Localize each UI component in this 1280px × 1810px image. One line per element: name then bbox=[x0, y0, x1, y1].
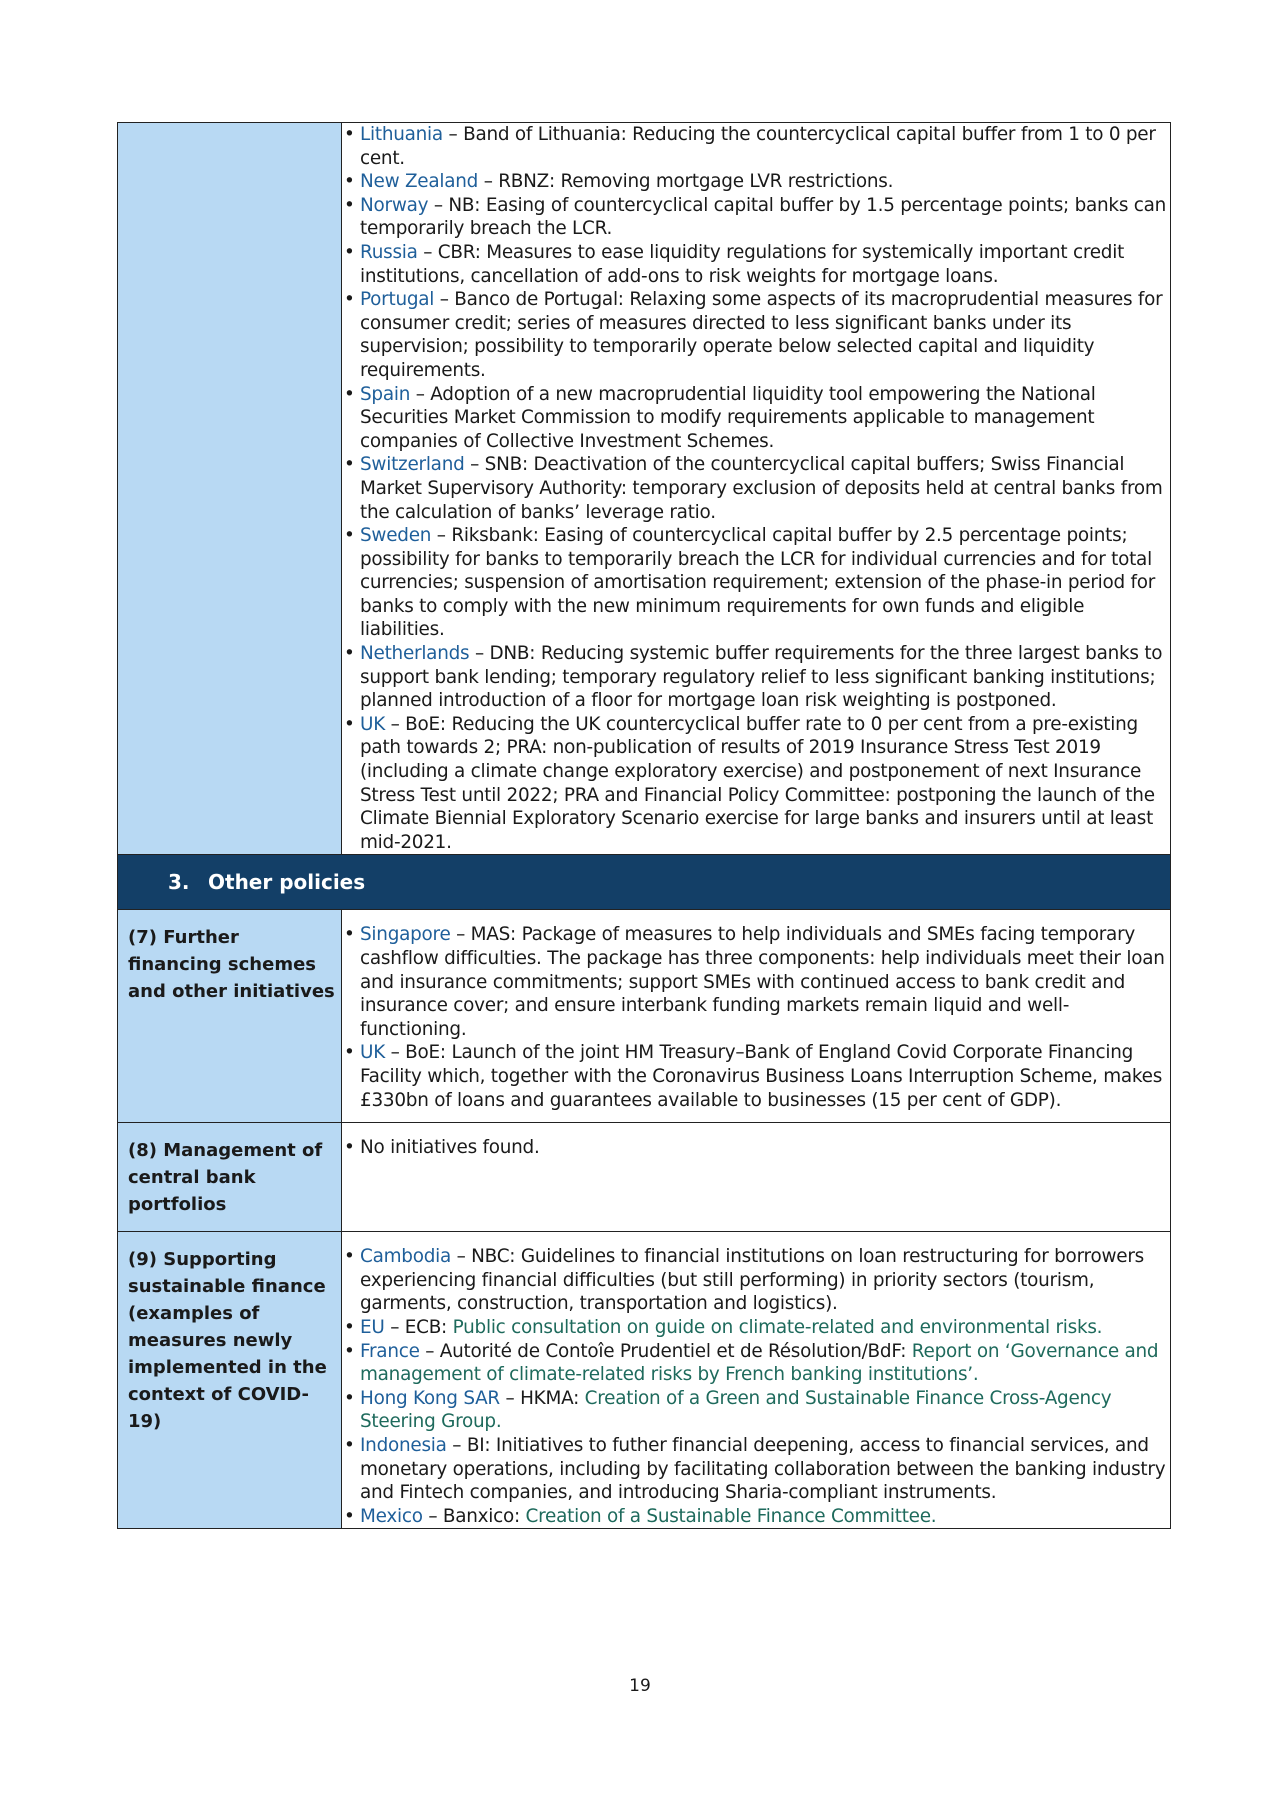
country-link[interactable]: UK bbox=[360, 713, 386, 735]
list-item bbox=[342, 288, 1170, 382]
label-cell-row7 bbox=[118, 910, 342, 1123]
policy-table bbox=[117, 122, 1171, 1529]
table-row bbox=[118, 123, 1171, 855]
country-link[interactable]: Netherlands bbox=[360, 643, 470, 665]
list-item bbox=[342, 1387, 1170, 1434]
content-cell-row9 bbox=[342, 1232, 1171, 1529]
bullet-list bbox=[342, 123, 1170, 854]
document-link[interactable]: Public consultation on guide on climate-related and environmental risks. bbox=[452, 1316, 1103, 1338]
item-text: – CBR: Measures to ease liquidity regulations for systemically important credit institutions, cancellation of add-ons to risk weights for mortgage loans. bbox=[360, 241, 1125, 287]
item-text: – ECB: bbox=[384, 1316, 453, 1338]
item-text: – Adoption of a new macroprudential liquidity tool empowering the National Securities Market Commission to modify requirements applicable to management companies of Collective Investment Schemes. bbox=[360, 383, 1096, 452]
country-link[interactable]: EU bbox=[360, 1316, 385, 1338]
country-link[interactable]: Portugal bbox=[360, 289, 435, 311]
item-text: – MAS: Package of measures to help individuals and SMEs facing temporary cashflow difficulties. The package has three components: help individuals meet their loan and insurance commitments; support SMEs with continued access to bank credit and insurance cover; and ensure interbank funding markets remain liquid and well-functioning. bbox=[360, 924, 1165, 1040]
section-header-row bbox=[118, 855, 1171, 910]
document-link[interactable]: Creation of a Sustainable Finance Committee. bbox=[525, 1505, 937, 1527]
document-link[interactable]: Report on ‘Governance and management of climate-related risks by French banking institutions’. bbox=[360, 1340, 1159, 1386]
label-cell-row9 bbox=[118, 1232, 342, 1529]
section-header bbox=[118, 855, 1171, 910]
label-cell-continued bbox=[118, 123, 342, 855]
list-item bbox=[342, 194, 1170, 241]
item-text: – BI: Initiatives to futher financial deepening, access to financial services, and monetary operations, including by facilitating collaboration between the banking industry and Fintech companies, and introducing Sharia-compliant instruments. bbox=[360, 1434, 1166, 1504]
section-title-text: Other policies bbox=[208, 870, 366, 895]
country-link[interactable]: Russia bbox=[360, 241, 418, 263]
item-text: – HKMA: bbox=[499, 1387, 585, 1409]
item-text: – BoE: Launch of the joint HM Treasury–Bank of England Covid Corporate Financing Facility which, together with the Coronavirus Business Loans Interruption Scheme, makes £330bn of loans and guarantees available to businesses (15 per cent of GDP). bbox=[360, 1042, 1163, 1111]
document-link[interactable]: Creation of a Green and Sustainable Finance Cross-Agency Steering Group. bbox=[360, 1387, 1112, 1433]
item-text: – Riksbank: Easing of countercyclical capital buffer by 2.5 percentage points; possibility for banks to temporarily breach the LCR for individual currencies and for total currencies; suspension of amortisation requirement; extension of the phase-in period for banks to comply with the new minimum requirements for own funds and eligible liabilities. bbox=[360, 525, 1156, 641]
list-item bbox=[342, 1316, 1170, 1340]
list-item bbox=[342, 123, 1170, 170]
row-label: (8) Management of central bank portfolios bbox=[128, 1140, 323, 1216]
content-cell-row8 bbox=[342, 1123, 1171, 1232]
content-cell-continued bbox=[342, 123, 1171, 855]
bullet-list bbox=[342, 1136, 1170, 1160]
item-text: – Band of Lithuania: Reducing the countercyclical capital buffer from 1 to 0 per cent. bbox=[360, 124, 1156, 169]
country-link[interactable]: Switzerland bbox=[360, 454, 465, 476]
list-item bbox=[342, 713, 1170, 855]
content-cell-row7 bbox=[342, 910, 1171, 1123]
country-link[interactable]: Norway bbox=[360, 194, 429, 216]
list-item bbox=[342, 1245, 1170, 1316]
list-item bbox=[342, 453, 1170, 524]
table-row bbox=[118, 1232, 1171, 1529]
country-link[interactable]: Mexico bbox=[360, 1505, 423, 1527]
country-link[interactable]: Spain bbox=[360, 383, 411, 405]
page-number: 19 bbox=[629, 1676, 651, 1696]
country-link[interactable]: Sweden bbox=[360, 525, 432, 547]
list-item bbox=[342, 1340, 1170, 1387]
item-text: – Banco de Portugal: Relaxing some aspects of its macroprudential measures for consumer credit; series of measures directed to less significant banks under its supervision; possibility to temporarily operate below selected capital and liquidity requirements. bbox=[360, 289, 1163, 381]
country-link[interactable]: Singapore bbox=[360, 924, 451, 946]
list-item bbox=[342, 923, 1170, 1041]
country-link[interactable]: France bbox=[360, 1340, 420, 1362]
item-text: – SNB: Deactivation of the countercyclical capital buffers; Swiss Financial Market Supervisory Authority: temporary exclusion of deposits held at central banks from the calculation of banks’ leverage ratio. bbox=[360, 454, 1163, 523]
country-link[interactable]: New Zealand bbox=[360, 171, 479, 193]
list-item bbox=[342, 1041, 1170, 1112]
item-text: – Autorité de Contoîe Prudentiel et de Résolution/BdF: bbox=[419, 1340, 912, 1362]
list-item bbox=[342, 383, 1170, 454]
list-item bbox=[342, 1505, 1170, 1529]
list-item: • No initiatives found. bbox=[342, 1136, 1170, 1160]
row-label: (7) Further financing schemes and other initiatives bbox=[128, 927, 335, 1003]
label-cell-row8 bbox=[118, 1123, 342, 1232]
bullet-list bbox=[342, 923, 1170, 1112]
country-link[interactable]: Lithuania bbox=[360, 124, 443, 145]
item-text: – BoE: Reducing the UK countercyclical buffer rate to 0 per cent from a pre-existing path towards 2; PRA: non-publication of results of 2019 Insurance Stress Test 2019 (including a climate change exploratory exercise) and postponement of next Insurance Stress Test until 2022; PRA and Financial Policy Committee: postponing the launch of the Climate Biennial Exploratory Scenario exercise for large banks and insurers until at least mid-2021. bbox=[360, 713, 1155, 853]
list-item bbox=[342, 642, 1170, 713]
table-row bbox=[118, 1123, 1171, 1232]
table-row bbox=[118, 910, 1171, 1123]
section-number: 3. bbox=[168, 870, 190, 895]
item-text: – DNB: Reducing systemic buffer requirements for the three largest banks to support bank lending; temporary regulatory relief to less significant banking institutions; planned introduction of a floor for mortgage loan risk weighting is postponed. bbox=[360, 643, 1163, 712]
country-link[interactable]: UK bbox=[360, 1042, 386, 1064]
list-item bbox=[342, 170, 1170, 194]
country-link[interactable]: Hong Kong SAR bbox=[360, 1387, 500, 1409]
section-title bbox=[118, 870, 1170, 894]
item-text: – NBC: Guidelines to financial institutions on loan restructuring for borrowers experiencing financial difficulties (but still performing) in priority sectors (tourism, garments, construction, transportation and logistics). bbox=[360, 1246, 1144, 1315]
list-item bbox=[342, 1434, 1170, 1505]
bullet-list bbox=[342, 1245, 1170, 1528]
country-link[interactable]: Indonesia bbox=[360, 1434, 447, 1456]
item-text: – Banxico: bbox=[422, 1505, 526, 1527]
item-text: – NB: Easing of countercyclical capital buffer by 1.5 percentage points; banks can temporarily breach the LCR. bbox=[360, 194, 1167, 240]
list-item bbox=[342, 241, 1170, 288]
row-label: (9) Supporting sustainable finance (examples of measures newly implemented in the context of COVID-19) bbox=[128, 1249, 327, 1433]
list-item bbox=[342, 524, 1170, 642]
country-link[interactable]: Cambodia bbox=[360, 1246, 452, 1268]
item-text: – RBNZ: Removing mortgage LVR restrictions. bbox=[478, 171, 894, 193]
